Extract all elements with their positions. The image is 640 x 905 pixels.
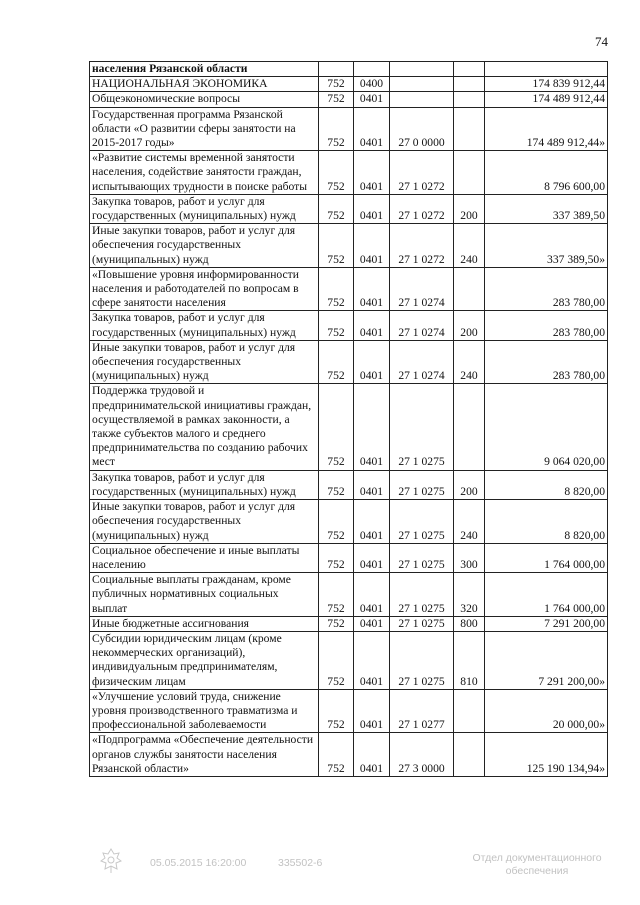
amount: 7 291 200,00 [485,616,608,631]
row-name: Социальные выплаты гражданам, кроме публичных нормативных социальных выплат [90,573,319,617]
document-id: 335502-6 [278,857,323,869]
table-row [90,616,608,631]
ministry-code: 752 [319,573,354,617]
amount: 337 389,50 [485,194,608,223]
section-code: 0401 [354,384,390,470]
table-row [90,631,608,689]
table-row [90,733,608,777]
amount: 20 000,00» [485,689,608,733]
target-article-code [390,62,454,77]
expense-type-code: 320 [454,573,485,617]
budget-table [89,61,608,777]
row-name: «Улучшение условий труда, снижение уровня производственного травматизма и профессиональной заболеваемости [90,689,319,733]
row-name: Общеэкономические вопросы [90,92,319,107]
amount: 7 291 200,00» [485,631,608,689]
amount: 1 764 000,00 [485,543,608,572]
amount: 8 796 600,00 [485,151,608,195]
section-code: 0401 [354,194,390,223]
footer [0,848,640,898]
ministry-code: 752 [319,92,354,107]
expense-type-code [454,92,485,107]
section-code: 0401 [354,689,390,733]
budget-table-body [90,62,608,777]
table-row [90,151,608,195]
section-code: 0401 [354,92,390,107]
expense-type-code [454,689,485,733]
target-article-code: 27 1 0275 [390,543,454,572]
ministry-code: 752 [319,616,354,631]
amount: 337 389,50» [485,224,608,268]
target-article-code: 27 1 0275 [390,616,454,631]
section-code: 0401 [354,340,390,384]
page-number: 74 [595,34,608,49]
ministry-code: 752 [319,77,354,92]
amount: 8 820,00 [485,500,608,544]
amount: 283 780,00 [485,340,608,384]
expense-type-code: 240 [454,224,485,268]
section-code: 0401 [354,107,390,151]
ministry-code: 752 [319,340,354,384]
section-code: 0401 [354,631,390,689]
section-code: 0401 [354,573,390,617]
timestamp: 05.05.2015 16:20:00 [150,857,247,869]
table-row [90,224,608,268]
row-name: Закупка товаров, работ и услуг для государственных (муниципальных) нужд [90,194,319,223]
expense-type-code [454,62,485,77]
ministry-code: 752 [319,151,354,195]
ministry-code: 752 [319,631,354,689]
amount: 8 820,00 [485,470,608,499]
section-code: 0401 [354,151,390,195]
target-article-code: 27 1 0274 [390,311,454,340]
row-name: Закупка товаров, работ и услуг для государственных (муниципальных) нужд [90,470,319,499]
row-name: Иные закупки товаров, работ и услуг для обеспечения государственных (муниципальных) нужд [90,500,319,544]
target-article-code: 27 1 0272 [390,194,454,223]
row-name: Иные закупки товаров, работ и услуг для обеспечения государственных (муниципальных) нужд [90,340,319,384]
expense-type-code: 200 [454,311,485,340]
amount: 1 764 000,00 [485,573,608,617]
table-row [90,500,608,544]
table-row [90,194,608,223]
expense-type-code [454,107,485,151]
target-article-code: 27 1 0277 [390,689,454,733]
table-row [90,311,608,340]
row-name: НАЦИОНАЛЬНАЯ ЭКОНОМИКА [90,77,319,92]
expense-type-code: 800 [454,616,485,631]
section-code: 0401 [354,311,390,340]
expense-type-code [454,733,485,777]
table-row [90,470,608,499]
expense-type-code: 240 [454,500,485,544]
ministry-code: 752 [319,311,354,340]
table-row [90,267,608,311]
ministry-code: 752 [319,107,354,151]
target-article-code [390,77,454,92]
table-row [90,77,608,92]
ministry-code [319,62,354,77]
expense-type-code [454,267,485,311]
emblem-icon [100,848,122,874]
target-article-code: 27 1 0275 [390,573,454,617]
ministry-code: 752 [319,224,354,268]
target-article-code: 27 1 0275 [390,470,454,499]
row-name: Социальное обеспечение и иные выплаты населению [90,543,319,572]
expense-type-code: 300 [454,543,485,572]
target-article-code: 27 1 0275 [390,384,454,470]
section-code: 0401 [354,733,390,777]
section-code [354,62,390,77]
ministry-code: 752 [319,194,354,223]
table-row [90,384,608,470]
row-name: Субсидии юридическим лицам (кроме некоммерческих организаций), индивидуальным предпринимателям, физическим лицам [90,631,319,689]
expense-type-code: 240 [454,340,485,384]
target-article-code: 27 1 0272 [390,224,454,268]
row-name: «Развитие системы временной занятости населения, содействие занятости граждан, испытывающих трудности в поиске работы [90,151,319,195]
ministry-code: 752 [319,267,354,311]
target-article-code: 27 1 0275 [390,631,454,689]
section-code: 0401 [354,267,390,311]
section-code: 0401 [354,543,390,572]
amount: 125 190 134,94» [485,733,608,777]
table-row [90,689,608,733]
stamp-line-1: Отдел документационного [472,852,602,864]
amount: 9 064 020,00 [485,384,608,470]
amount: 174 839 912,44 [485,77,608,92]
target-article-code: 27 0 0000 [390,107,454,151]
expense-type-code [454,77,485,92]
amount: 174 489 912,44» [485,107,608,151]
table-row [90,92,608,107]
expense-type-code: 200 [454,470,485,499]
ministry-code: 752 [319,543,354,572]
section-code: 0401 [354,616,390,631]
row-name: «Подпрограмма «Обеспечение деятельности органов службы занятости населения Рязанской области» [90,733,319,777]
expense-type-code: 810 [454,631,485,689]
row-name: Государственная программа Рязанской области «О развитии сферы занятости на 2015-2017 годы» [90,107,319,151]
section-code: 0400 [354,77,390,92]
ministry-code: 752 [319,500,354,544]
target-article-code: 27 1 0274 [390,267,454,311]
row-name: Закупка товаров, работ и услуг для государственных (муниципальных) нужд [90,311,319,340]
section-code: 0401 [354,470,390,499]
amount: 283 780,00 [485,311,608,340]
stamp-line-2: обеспечения [505,865,569,877]
row-name: Иные бюджетные ассигнования [90,616,319,631]
table-row [90,543,608,572]
expense-type-code: 200 [454,194,485,223]
ministry-code: 752 [319,733,354,777]
section-code: 0401 [354,500,390,544]
expense-type-code [454,151,485,195]
table-row [90,107,608,151]
section-code: 0401 [354,224,390,268]
row-name: Иные закупки товаров, работ и услуг для обеспечения государственных (муниципальных) нужд [90,224,319,268]
ministry-code: 752 [319,384,354,470]
table-row [90,573,608,617]
amount: 283 780,00 [485,267,608,311]
row-name: «Повышение уровня информированности населения и работодателей по вопросам в сфере занятости населения [90,267,319,311]
table-row [90,340,608,384]
target-article-code: 27 3 0000 [390,733,454,777]
department-stamp [452,852,622,878]
target-article-code: 27 1 0275 [390,500,454,544]
expense-type-code [454,384,485,470]
ministry-code: 752 [319,470,354,499]
target-article-code [390,92,454,107]
ministry-code: 752 [319,689,354,733]
target-article-code: 27 1 0272 [390,151,454,195]
table-row [90,62,608,77]
target-article-code: 27 1 0274 [390,340,454,384]
row-name: Поддержка трудовой и предпринимательской инициативы граждан, осуществляемой в рамках законности, а также субъектов малого и среднего предпринимательства по созданию рабочих мест [90,384,319,470]
amount [485,62,608,77]
row-name: населения Рязанской области [90,62,319,77]
amount: 174 489 912,44 [485,92,608,107]
